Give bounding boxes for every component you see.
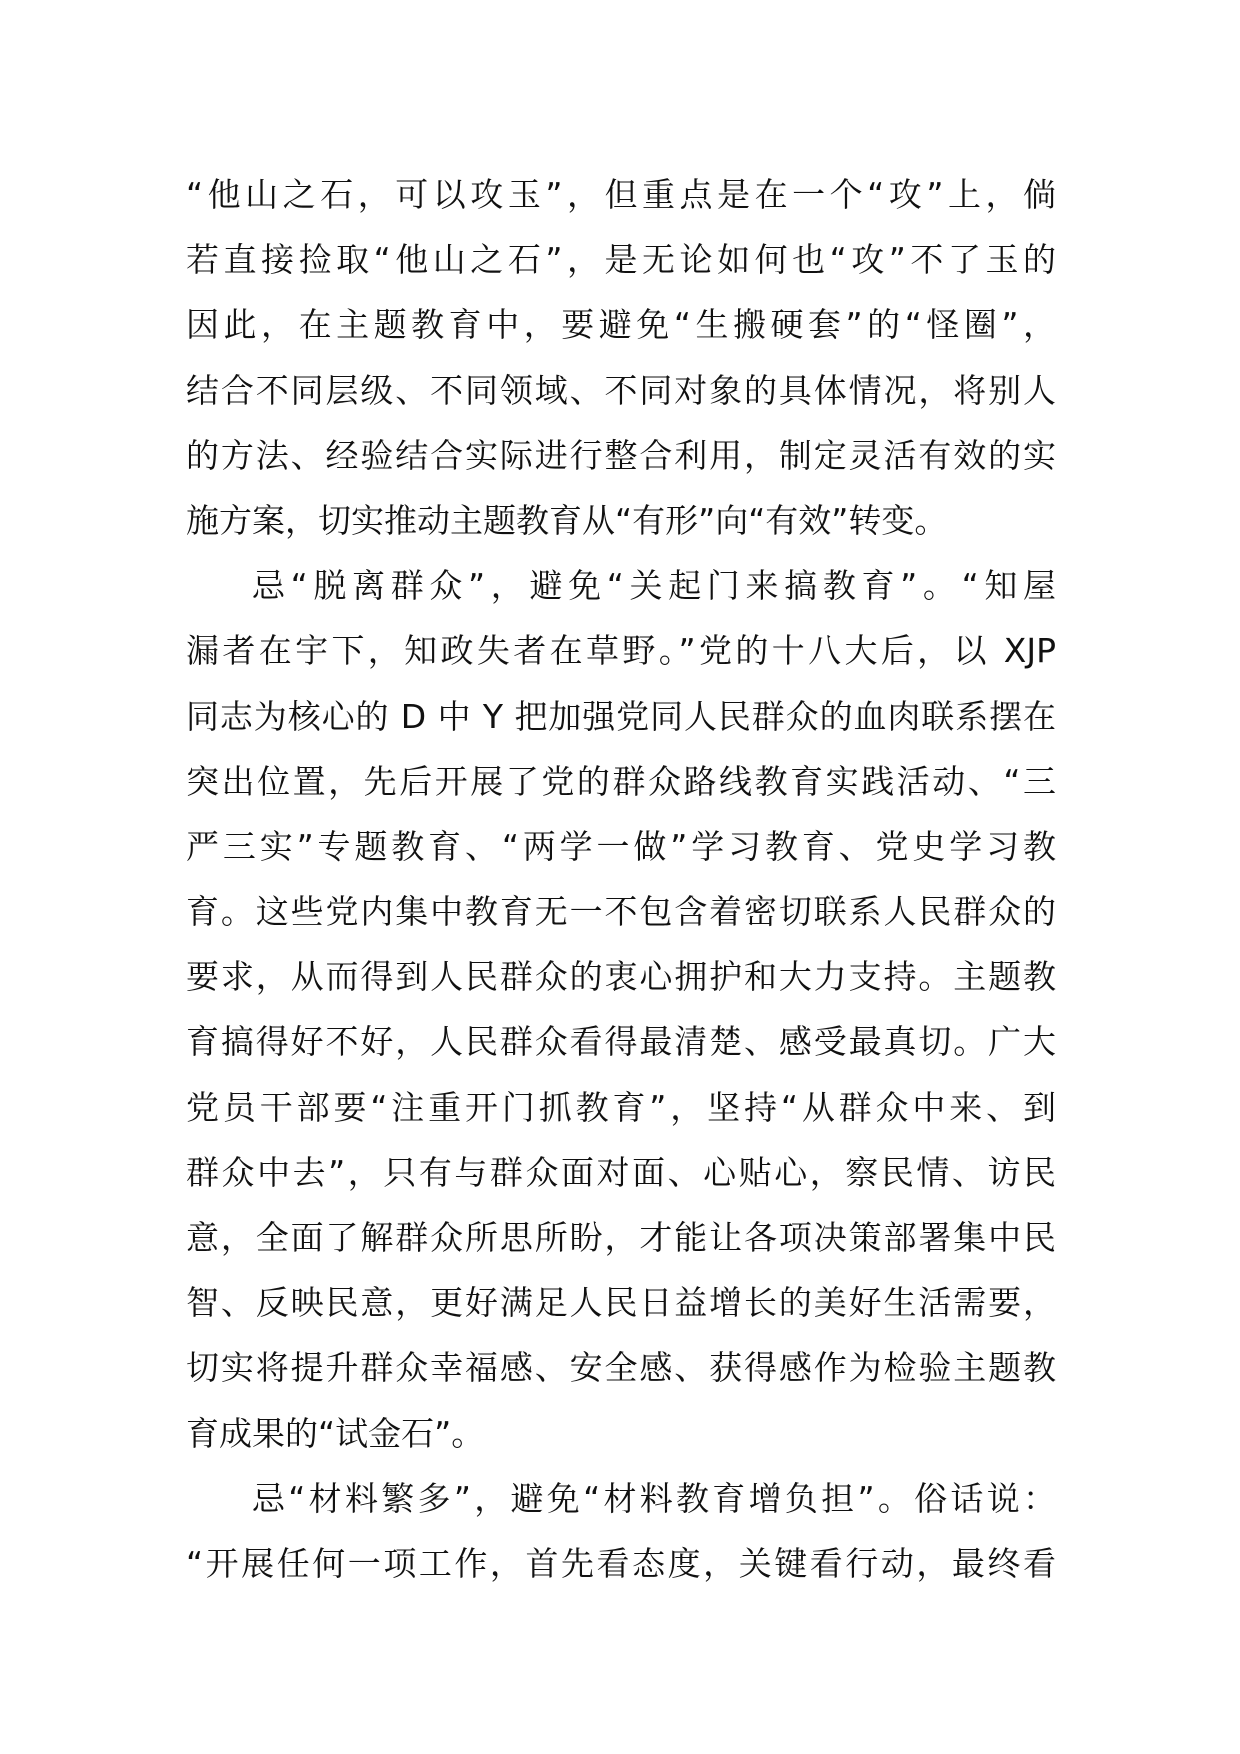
paragraph-1-line-2: 若直接捡取“他山之石”，是无论如何也“攻”不了玉的 xyxy=(186,240,1056,280)
paragraph-2-line-11: 意，全面了解群众所思所盼，才能让各项决策部署集中民 xyxy=(186,1218,1056,1257)
paragraph-3-line-1: 忌“材料繁多”，避免“材料教育增负担”。俗话说： xyxy=(252,1478,1056,1518)
paragraph-2-line-13: 切实将提升群众幸福感、安全感、获得感作为检验主题教 xyxy=(186,1348,1056,1388)
paragraph-2-line-10: 群众中去”，只有与群众面对面、心贴心，察民情、访民 xyxy=(186,1152,1056,1192)
paragraph-2-line-8: 育搞得好不好，人民群众看得最清楚、感受最真切。广大 xyxy=(186,1022,1056,1062)
paragraph-2-line-5: 严三实”专题教育、“两学一做”学习教育、党史学习教 xyxy=(186,826,1056,866)
paragraph-1-line-3: 因此，在主题教育中，要避免“生搬硬套”的“怪圈”， xyxy=(186,305,1056,345)
paragraph-2-line-6: 育。这些党内集中教育无一不包含着密切联系人民群众的 xyxy=(186,892,1056,932)
paragraph-2-line-7: 要求，从而得到人民群众的衷心拥护和大力支持。主题教 xyxy=(186,957,1056,997)
paragraph-2-line-14: 育成果的“试金石”。 xyxy=(186,1413,485,1453)
paragraph-2-line-9: 党员干部要“注重开门抓教育”，坚持“从群众中来、到 xyxy=(186,1087,1056,1127)
paragraph-1-line-1: “他山之石，可以攻玉”，但重点是在一个“攻”上，倘 xyxy=(186,175,1056,214)
paragraph-2-line-1: 忌“脱离群众”，避免“关起门来搞教育”。“知屋 xyxy=(252,566,1056,606)
paragraph-1-line-5: 的方法、经验结合实际进行整合利用，制定灵活有效的实 xyxy=(186,435,1056,475)
paragraph-2-line-12: 智、反映民意，更好满足人民日益增长的美好生活需要， xyxy=(186,1283,1056,1323)
paragraph-2-line-4: 突出位置，先后开展了党的群众路线教育实践活动、“三 xyxy=(186,761,1056,801)
document-body xyxy=(186,162,1056,1596)
paragraph-2-line-3: 同志为核心的 D 中 Y 把加强党同人民群众的血肉联系摆在 xyxy=(186,696,1056,736)
paragraph-1-line-4: 结合不同层级、不同领域、不同对象的具体情况，将别人 xyxy=(186,370,1056,410)
paragraph-1-line-6: 施方案，切实推动主题教育从“有形”向“有效”转变。 xyxy=(186,500,948,540)
paragraph-2-line-2: 漏者在宇下，知政失者在草野。”党的十八大后，以 XJP xyxy=(186,631,1056,671)
paragraph-3-line-2: “开展任何一项工作，首先看态度，关键看行动，最终看 xyxy=(186,1543,1056,1583)
